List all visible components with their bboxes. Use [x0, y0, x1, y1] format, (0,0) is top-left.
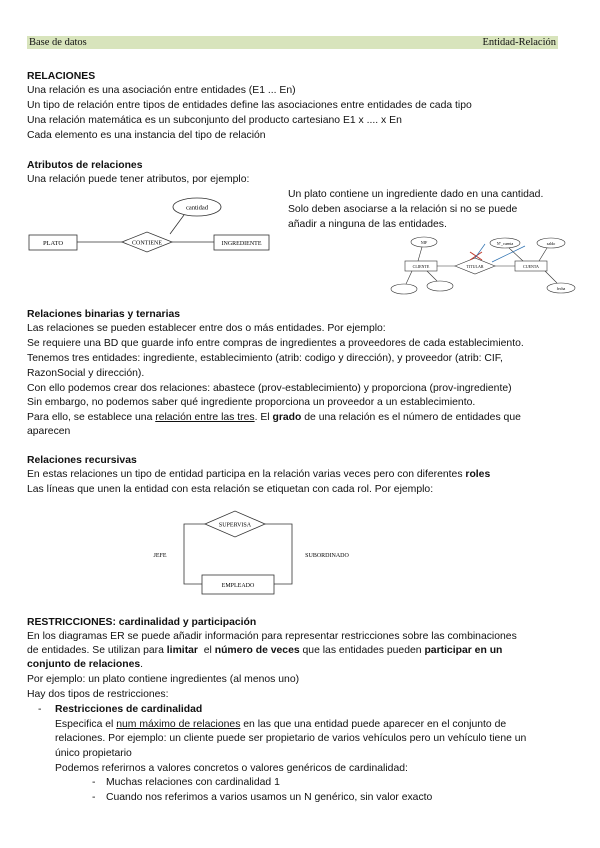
atributos-side-line-2: Solo deben asociarse a la relación si no se puede — [288, 204, 518, 215]
bullet-cardinalidad-title: Restricciones de cardinalidad — [55, 704, 203, 715]
svg-text:CUENTA: CUENTA — [523, 264, 539, 269]
cardinalidad-line-2: relaciones. Por ejemplo: un cliente puede ser propietario de varios vehículos pero un vehículo tiene un — [55, 733, 527, 744]
relacion-entre-las-tres: relación entre las tres — [155, 412, 255, 423]
binarias-line-6: Sin embargo, no podemos saber qué ingrediente proporciona un proveedor a un establecimiento. — [27, 397, 476, 408]
relaciones-line-1: Una relación es una asociación entre entidades (E1 ... En) — [27, 85, 296, 96]
atributos-side-line-1: Un plato contiene un ingrediente dado en una cantidad. — [288, 189, 544, 200]
relaciones-line-2: Un tipo de relación entre tipos de entidades define las asociaciones entre entidades de cada tipo — [27, 100, 472, 111]
entity-plato-label: PLATO — [42, 240, 64, 247]
binarias-line-3: Tenemos tres entidades: ingrediente, establecimiento (atrib: codigo y dirección), y proveedor (atrib: CIF, — [27, 353, 503, 364]
section-title-binarias: Relaciones binarias y ternarias — [27, 309, 181, 320]
binarias-line-8: aparecen — [27, 426, 71, 437]
header-subject: Base de datos — [29, 37, 87, 48]
sub-bullet-dash-icon-2: - — [92, 792, 96, 803]
section-title-atributos: Atributos de relaciones — [27, 160, 143, 171]
cardinalidad-line-3: único propietario — [55, 748, 132, 759]
role-jefe-label: JEFE — [153, 553, 167, 559]
binarias-line-1: Las relaciones se pueden establecer entre dos o más entidades. Por ejemplo: — [27, 323, 386, 334]
recursivas-line-1: En estas relaciones un tipo de entidad participa en la relación varias veces pero con diferentes roles — [27, 469, 491, 480]
header-topic: Entidad-Relación — [482, 37, 556, 48]
restricciones-line-5: Hay dos tipos de restricciones: — [27, 689, 169, 700]
er-diagram-plato-ingrediente — [27, 188, 282, 268]
section-title-recursivas: Relaciones recursivas — [27, 455, 137, 466]
svg-text:fecha: fecha — [556, 286, 566, 291]
binarias-line-4: RazonSocial y dirección). — [27, 368, 145, 379]
restricciones-line-4: Por ejemplo: un plato contiene ingredientes (al menos uno) — [27, 674, 300, 685]
bullet-dash-icon: - — [38, 704, 42, 715]
entity-ingrediente-label: INGREDIENTE — [221, 241, 262, 247]
sub-bullet-dash-icon: - — [92, 777, 96, 788]
restricciones-line-1: En los diagramas ER se puede añadir información para representar restricciones sobre las combinaciones — [27, 631, 517, 642]
sub-bullet-1: Muchas relaciones con cardinalidad 1 — [106, 777, 280, 788]
er-mini-diagram-cliente-cuenta — [385, 234, 580, 300]
recursivas-line-2: Las líneas que unen la entidad con esta relación se etiquetan con cada rol. Por ejemplo: — [27, 484, 434, 495]
entity-empleado-label: EMPLEADO — [221, 583, 255, 589]
cardinalidad-line-1: Especifica el num máximo de relaciones en las que una entidad puede aparecer en el conjunto de — [55, 719, 507, 730]
cardinalidad-line-4: Podemos referirnos a valores concretos o valores genéricos de cardinalidad: — [55, 763, 408, 774]
svg-text:NIF: NIF — [420, 240, 428, 245]
section-title-relaciones: RELACIONES — [27, 71, 96, 82]
binarias-line-5: Con ello podemos crear dos relaciones: abastece (prov-establecimiento) y proporciona (prov-ingrediente) — [27, 383, 512, 394]
relationship-supervisa-label: SUPERVISA — [218, 522, 252, 529]
atributos-side-line-3: añadir a ninguna de las entidades. — [288, 219, 447, 230]
svg-text:saldo: saldo — [546, 241, 556, 246]
role-subordinado-label: SUBORDINADO — [305, 553, 349, 559]
svg-text:Nº_cuenta: Nº_cuenta — [496, 241, 514, 246]
binarias-line-7: Para ello, se establece una relación entre las tres. El grado de una relación es el número de entidades que — [27, 412, 521, 423]
restricciones-line-2: de entidades. Se utilizan para limitar el número de veces que las entidades pueden participar en un — [27, 645, 503, 656]
atributos-intro: Una relación puede tener atributos, por ejemplo: — [27, 174, 250, 185]
svg-text:TITULAR: TITULAR — [466, 264, 484, 269]
binarias-line-2: Se requiere una BD que guarde info entre compras de ingredientes a proveedores de cada establecimiento. — [27, 338, 524, 349]
restricciones-line-3: conjunto de relaciones. — [27, 659, 144, 670]
svg-text:CLIENTE: CLIENTE — [412, 264, 430, 269]
attribute-cantidad-label: cantidad — [185, 204, 209, 212]
sub-bullet-2: Cuando nos referimos a varios usamos un N genérico, sin valor exacto — [106, 792, 433, 803]
page-header — [27, 36, 558, 49]
relaciones-line-4: Cada elemento es una instancia del tipo de relación — [27, 130, 266, 141]
relaciones-line-3: Una relación matemática es un subconjunto del producto cartesiano E1 x .... x En — [27, 115, 402, 126]
relationship-contiene-label: CONTIENE — [132, 240, 162, 247]
section-title-restricciones: RESTRICCIONES: cardinalidad y participación — [27, 617, 257, 628]
er-diagram-supervisa — [140, 508, 380, 604]
